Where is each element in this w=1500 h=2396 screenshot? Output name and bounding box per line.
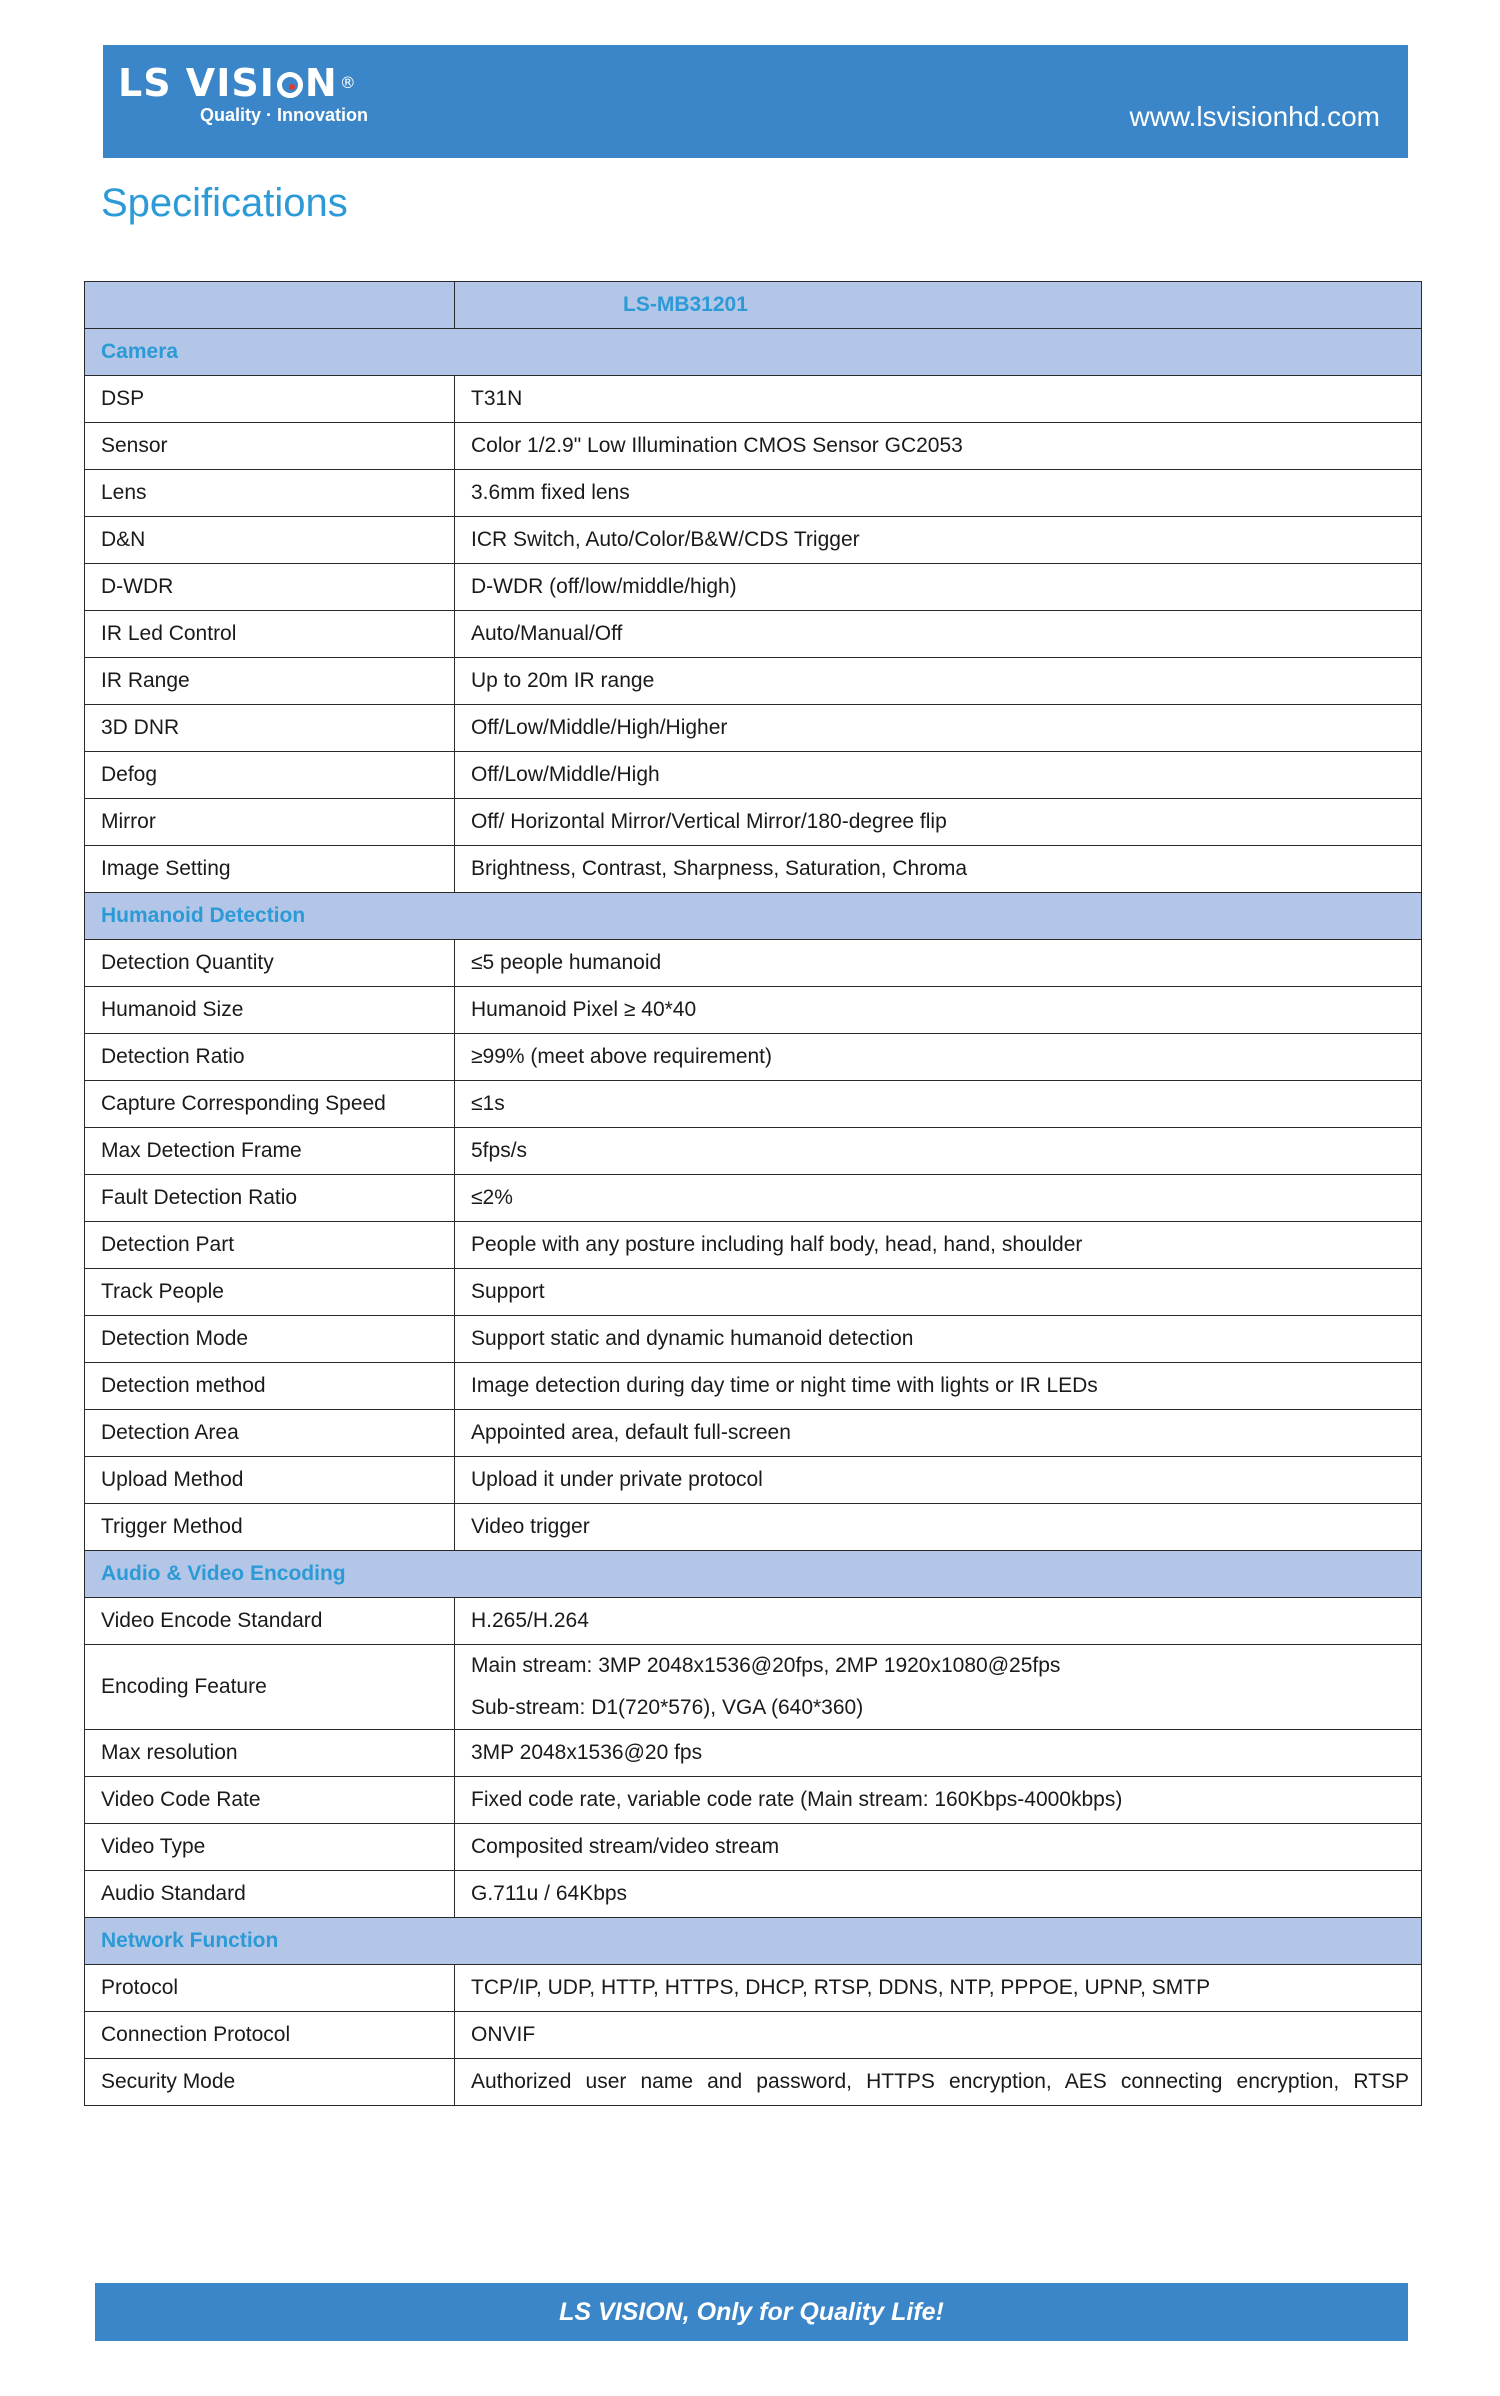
spec-label: Detection Ratio [85, 1034, 455, 1081]
spec-row [85, 1645, 1422, 1730]
spec-value: Support static and dynamic humanoid detection [455, 1316, 1422, 1363]
spec-row [85, 1965, 1422, 2012]
spec-value: TCP/IP, UDP, HTTP, HTTPS, DHCP, RTSP, DDNS, NTP, PPPOE, UPNP, SMTP [455, 1965, 1422, 2012]
spec-value: T31N [455, 376, 1422, 423]
spec-value: Video trigger [455, 1504, 1422, 1551]
model-header-row [85, 282, 1422, 329]
spec-row [85, 470, 1422, 517]
spec-row [85, 1269, 1422, 1316]
model-header-empty [85, 282, 455, 329]
spec-value: Authorized user name and password, HTTPS encryption, AES connecting encryption, RTSP [455, 2059, 1422, 2106]
model-name: LS-MB31201 [455, 282, 1422, 329]
section-title: Audio & Video Encoding [85, 1551, 1422, 1598]
spec-row [85, 376, 1422, 423]
spec-value: D-WDR (off/low/middle/high) [455, 564, 1422, 611]
spec-value: Humanoid Pixel ≥ 40*40 [455, 987, 1422, 1034]
spec-label: Detection method [85, 1363, 455, 1410]
spec-row [85, 1457, 1422, 1504]
footer-slogan: LS VISION, Only for Quality Life! [95, 2283, 1408, 2341]
spec-label: Audio Standard [85, 1871, 455, 1918]
spec-label: Video Code Rate [85, 1777, 455, 1824]
spec-label: Encoding Feature [85, 1645, 455, 1730]
spec-value: ONVIF [455, 2012, 1422, 2059]
spec-value: Appointed area, default full-screen [455, 1410, 1422, 1457]
logo-wordmark: LS VISI N ® [118, 61, 357, 105]
section-header-row [85, 893, 1422, 940]
spec-row [85, 940, 1422, 987]
spec-label: Detection Mode [85, 1316, 455, 1363]
section-title: Humanoid Detection [85, 893, 1422, 940]
spec-label: Upload Method [85, 1457, 455, 1504]
spec-label: Security Mode [85, 2059, 455, 2106]
spec-label: Sensor [85, 423, 455, 470]
spec-label: Track People [85, 1269, 455, 1316]
section-title: Network Function [85, 1918, 1422, 1965]
logo-eye-icon [277, 72, 303, 98]
spec-value [455, 1645, 1422, 1730]
spec-label: Connection Protocol [85, 2012, 455, 2059]
spec-row [85, 2059, 1422, 2106]
spec-label: 3D DNR [85, 705, 455, 752]
spec-label: Lens [85, 470, 455, 517]
page-title: Specifications [101, 181, 348, 225]
spec-row [85, 1824, 1422, 1871]
spec-value: Composited stream/video stream [455, 1824, 1422, 1871]
spec-row [85, 1128, 1422, 1175]
spec-value: Brightness, Contrast, Sharpness, Saturation, Chroma [455, 846, 1422, 893]
registered-mark: ® [339, 73, 357, 92]
logo-tagline: Quality · Innovation [200, 105, 369, 125]
website-url: www.lsvisionhd.com [1129, 101, 1380, 132]
section-title: Camera [85, 329, 1422, 376]
spec-value: 5fps/s [455, 1128, 1422, 1175]
spec-row [85, 2012, 1422, 2059]
spec-row [85, 987, 1422, 1034]
spec-label: Mirror [85, 799, 455, 846]
spec-value: Fixed code rate, variable code rate (Main stream: 160Kbps-4000kbps) [455, 1777, 1422, 1824]
spec-value: People with any posture including half body, head, hand, shoulder [455, 1222, 1422, 1269]
spec-value: 3MP 2048x1536@20 fps [455, 1730, 1422, 1777]
spec-value: Upload it under private protocol [455, 1457, 1422, 1504]
spec-value: Off/ Horizontal Mirror/Vertical Mirror/180-degree flip [455, 799, 1422, 846]
spec-label: D-WDR [85, 564, 455, 611]
spec-label: Trigger Method [85, 1504, 455, 1551]
spec-label: Detection Quantity [85, 940, 455, 987]
spec-label: Video Type [85, 1824, 455, 1871]
spec-row [85, 423, 1422, 470]
spec-value: ≤5 people humanoid [455, 940, 1422, 987]
spec-label: Capture Corresponding Speed [85, 1081, 455, 1128]
spec-row [85, 1871, 1422, 1918]
spec-value: ≥99% (meet above requirement) [455, 1034, 1422, 1081]
specifications-table [84, 281, 1422, 2106]
spec-value: Color 1/2.9" Low Illumination CMOS Sensor GC2053 [455, 423, 1422, 470]
spec-value: G.711u / 64Kbps [455, 1871, 1422, 1918]
spec-row [85, 1598, 1422, 1645]
spec-label: Detection Part [85, 1222, 455, 1269]
section-header-row [85, 329, 1422, 376]
spec-row [85, 1034, 1422, 1081]
section-header-row [85, 1551, 1422, 1598]
spec-row [85, 752, 1422, 799]
spec-row [85, 658, 1422, 705]
spec-value: Auto/Manual/Off [455, 611, 1422, 658]
spec-row [85, 1081, 1422, 1128]
spec-label: Detection Area [85, 1410, 455, 1457]
spec-row [85, 1175, 1422, 1222]
spec-value: 3.6mm fixed lens [455, 470, 1422, 517]
spec-value: Off/Low/Middle/High/Higher [455, 705, 1422, 752]
spec-value: ≤2% [455, 1175, 1422, 1222]
spec-value-main-stream: Main stream: 3MP 2048x1536@20fps, 2MP 1920x1080@25fps [471, 1654, 1061, 1677]
spec-row [85, 1363, 1422, 1410]
section-header-row [85, 1918, 1422, 1965]
spec-value: Off/Low/Middle/High [455, 752, 1422, 799]
spec-value: Support [455, 1269, 1422, 1316]
spec-row [85, 517, 1422, 564]
spec-row [85, 1222, 1422, 1269]
spec-row [85, 846, 1422, 893]
spec-value: Up to 20m IR range [455, 658, 1422, 705]
brand-logo [118, 63, 368, 126]
spec-row [85, 1316, 1422, 1363]
spec-label: Max Detection Frame [85, 1128, 455, 1175]
spec-row [85, 564, 1422, 611]
spec-row [85, 799, 1422, 846]
spec-row [85, 1504, 1422, 1551]
spec-label: Fault Detection Ratio [85, 1175, 455, 1222]
spec-label: Humanoid Size [85, 987, 455, 1034]
spec-value: ICR Switch, Auto/Color/B&W/CDS Trigger [455, 517, 1422, 564]
spec-label: D&N [85, 517, 455, 564]
spec-label: DSP [85, 376, 455, 423]
spec-label: IR Led Control [85, 611, 455, 658]
spec-row [85, 1730, 1422, 1777]
spec-value: H.265/H.264 [455, 1598, 1422, 1645]
spec-label: Video Encode Standard [85, 1598, 455, 1645]
spec-label: IR Range [85, 658, 455, 705]
spec-label: Protocol [85, 1965, 455, 2012]
spec-value: Image detection during day time or night time with lights or IR LEDs [455, 1363, 1422, 1410]
spec-row [85, 1410, 1422, 1457]
spec-value-sub-stream: Sub-stream: D1(720*576), VGA (640*360) [471, 1696, 864, 1719]
spec-label: Image Setting [85, 846, 455, 893]
spec-row [85, 705, 1422, 752]
spec-label: Max resolution [85, 1730, 455, 1777]
page-header [103, 45, 1408, 158]
spec-row [85, 1777, 1422, 1824]
spec-row [85, 611, 1422, 658]
spec-value: ≤1s [455, 1081, 1422, 1128]
spec-label: Defog [85, 752, 455, 799]
